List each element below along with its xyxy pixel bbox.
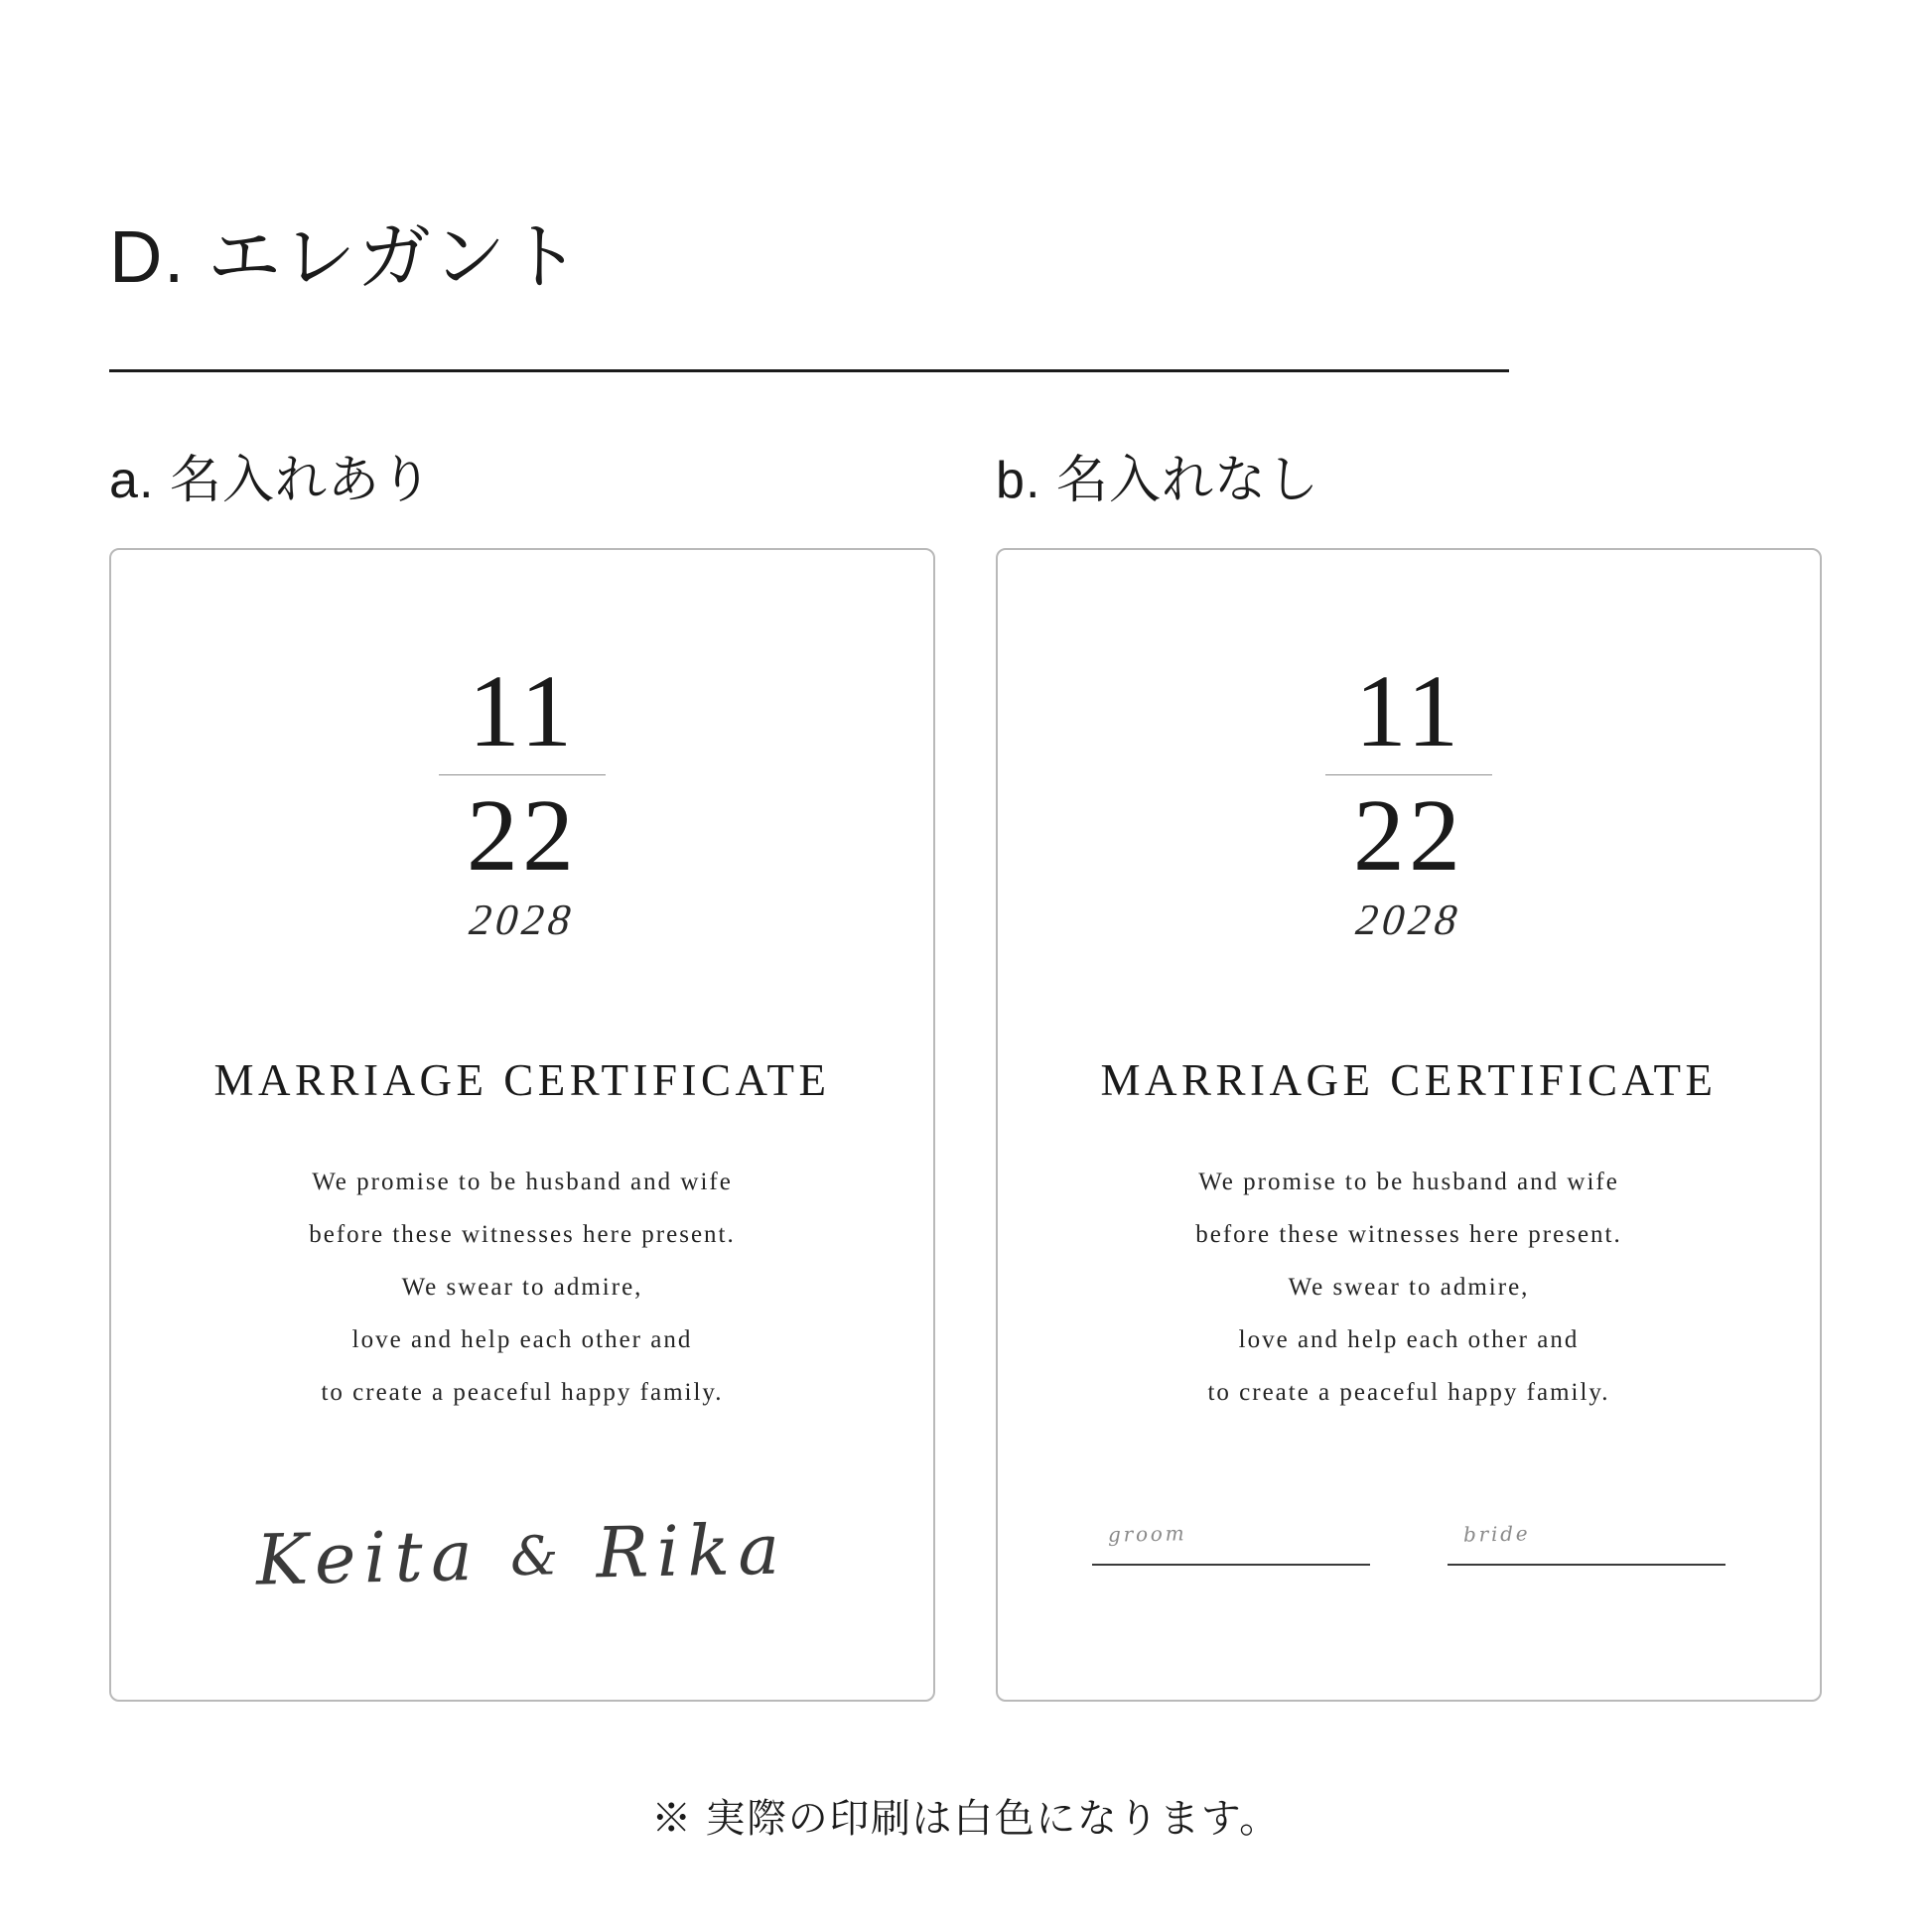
vow-line: We swear to admire,: [401, 1274, 643, 1302]
vow-line: We swear to admire,: [1288, 1274, 1530, 1302]
date-divider: [439, 774, 606, 775]
bride-signature-field[interactable]: [1448, 1522, 1725, 1566]
vow-line: love and help each other and: [351, 1326, 693, 1354]
bride-name: Rika: [595, 1508, 789, 1594]
date-day: 22: [466, 778, 579, 894]
column-label-named: a. 名入れあり: [109, 452, 434, 509]
signature-names: [255, 1509, 788, 1601]
vow-text: [309, 1156, 736, 1419]
certificate-content: [998, 550, 1820, 1700]
date-year: 2028: [467, 896, 578, 945]
page-title: D. エレガント: [109, 215, 583, 298]
bride-caption: bride: [1462, 1521, 1531, 1547]
groom-signature-rule: [1092, 1564, 1370, 1566]
title-divider: [109, 369, 1509, 372]
vow-line: before these witnesses here present.: [1195, 1221, 1622, 1249]
date-month: 11: [1354, 654, 1463, 768]
date-month: 11: [468, 654, 577, 768]
certificate-card-named[interactable]: [109, 548, 935, 1702]
certificate-card-unnamed[interactable]: [996, 548, 1822, 1702]
groom-signature-field[interactable]: [1092, 1522, 1370, 1566]
groom-name: Keita: [255, 1515, 483, 1601]
signature-blank-lines: [998, 1522, 1820, 1566]
certificate-heading: MARRIAGE CERTIFICATE: [213, 1055, 831, 1106]
vow-text: [1195, 1156, 1622, 1419]
vow-line: to create a peaceful happy family.: [321, 1379, 724, 1407]
vow-line: We promise to be husband and wife: [312, 1169, 733, 1196]
date-divider: [1325, 774, 1492, 775]
date-day: 22: [1352, 778, 1465, 894]
date-block: [1325, 654, 1492, 945]
vow-line: love and help each other and: [1238, 1326, 1580, 1354]
footnote-text: ※ 実際の印刷は白色になります。: [651, 1797, 1281, 1841]
vow-line: before these witnesses here present.: [309, 1221, 736, 1249]
date-block: [439, 654, 606, 945]
certificate-heading: MARRIAGE CERTIFICATE: [1100, 1055, 1718, 1106]
ampersand-symbol: &: [509, 1524, 568, 1588]
column-label-unnamed: b. 名入れなし: [996, 452, 1320, 509]
groom-caption: groom: [1107, 1521, 1187, 1547]
vow-line: We promise to be husband and wife: [1198, 1169, 1619, 1196]
certificate-content: [111, 550, 933, 1700]
bride-signature-rule: [1448, 1564, 1725, 1566]
date-year: 2028: [1353, 896, 1464, 945]
vow-line: to create a peaceful happy family.: [1207, 1379, 1610, 1407]
